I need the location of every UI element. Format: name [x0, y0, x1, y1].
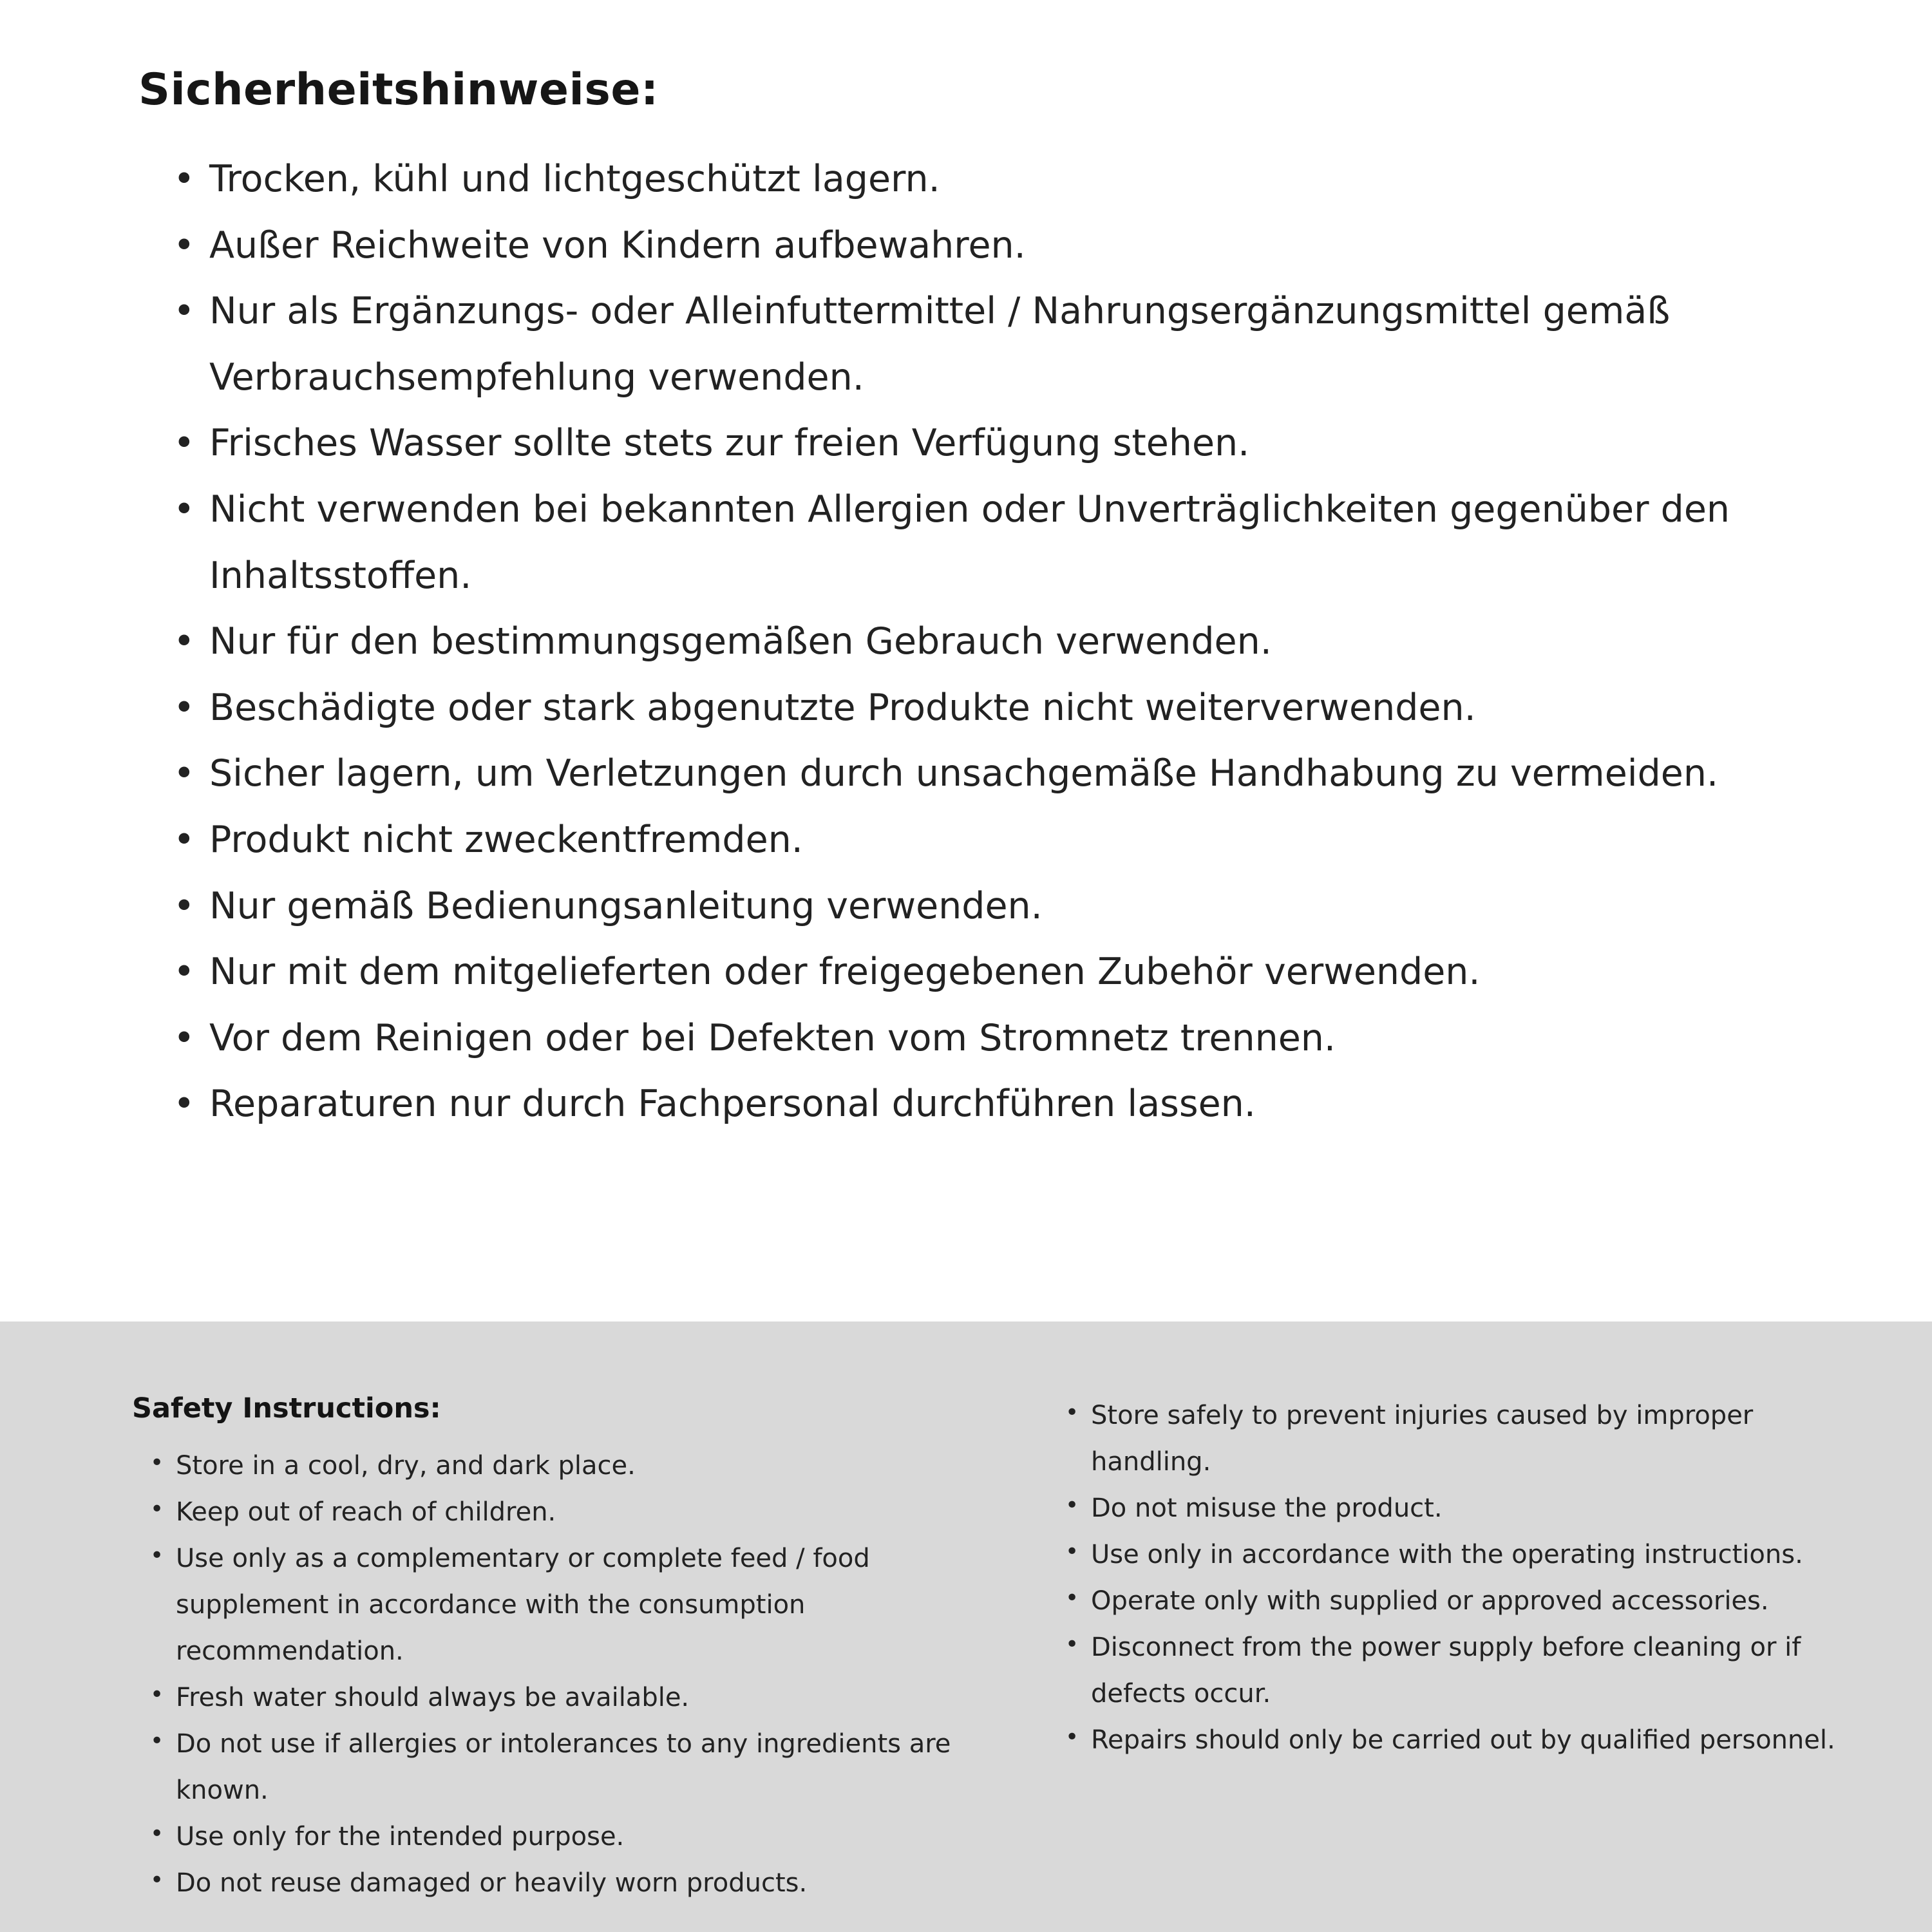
list-item: • Nur für den bestimmungsgemäßen Gebrauch verwenden.: [169, 609, 1823, 675]
list-item: • Disconnect from the power supply before cleaning or if defects occur.: [1063, 1624, 1848, 1717]
list-item: • Do not use if allergies or intolerances to any ingredients are known.: [147, 1721, 1018, 1814]
german-heading: Sicherheitshinweise:: [138, 64, 659, 115]
list-item: • Frisches Wasser sollte stets zur freien Verfügung stehen.: [169, 410, 1823, 477]
list-item: • Use only for the intended purpose.: [147, 1814, 1018, 1860]
list-item: • Vor dem Reinigen oder bei Defekten vom Stromnetz trennen.: [169, 1005, 1823, 1072]
english-safety-list-right: [1063, 1392, 1848, 1763]
list-item: • Use only in accordance with the operating instructions.: [1063, 1531, 1848, 1578]
list-item: • Beschädigte oder stark abgenutzte Produkte nicht weiterverwenden.: [169, 675, 1823, 741]
list-item: • Trocken, kühl und lichtgeschützt lagern.: [169, 146, 1823, 213]
list-item: • Produkt nicht zweckentfremden.: [169, 807, 1823, 873]
english-right-column: [1063, 1392, 1848, 1932]
list-item: • Sicher lagern, um Verletzungen durch unsachgemäße Handhabung zu vermeiden.: [169, 741, 1823, 807]
list-item: • Do not reuse damaged or heavily worn products.: [147, 1860, 1018, 1906]
list-item: • Store safely to prevent injuries caused by improper handling.: [1063, 1392, 1848, 1485]
english-left-column: [132, 1392, 1018, 1932]
list-item: • Repairs should only be carried out by qualified personnel.: [1063, 1717, 1848, 1763]
list-item: • Store in a cool, dry, and dark place.: [147, 1443, 1018, 1489]
german-safety-list: [169, 146, 1823, 1137]
list-item: • Nur als Ergänzungs- oder Alleinfuttermittel / Nahrungsergänzungsmittel gemäß Verbrauchsempfehlung verwenden.: [169, 278, 1823, 410]
list-item: • Außer Reichweite von Kindern aufbewahren.: [169, 213, 1823, 279]
list-item: • Use only as a complementary or complete feed / food supplement in accordance with the consumption recommendation.: [147, 1535, 1018, 1674]
english-heading: Safety Instructions:: [132, 1392, 441, 1425]
list-item: • Reparaturen nur durch Fachpersonal durchführen lassen.: [169, 1071, 1823, 1137]
english-safety-list-left: [147, 1443, 1018, 1906]
list-item: • Nur gemäß Bedienungsanleitung verwenden.: [169, 873, 1823, 940]
list-item: • Keep out of reach of children.: [147, 1489, 1018, 1535]
list-item: • Fresh water should always be available.: [147, 1674, 1018, 1721]
list-item: • Do not misuse the product.: [1063, 1485, 1848, 1531]
english-section: [0, 1321, 1932, 1932]
list-item: • Operate only with supplied or approved accessories.: [1063, 1578, 1848, 1624]
list-item: • Nicht verwenden bei bekannten Allergien oder Unverträglichkeiten gegenüber den Inhaltsstoffen.: [169, 477, 1823, 609]
list-item: • Nur mit dem mitgelieferten oder freigegebenen Zubehör verwenden.: [169, 939, 1823, 1005]
